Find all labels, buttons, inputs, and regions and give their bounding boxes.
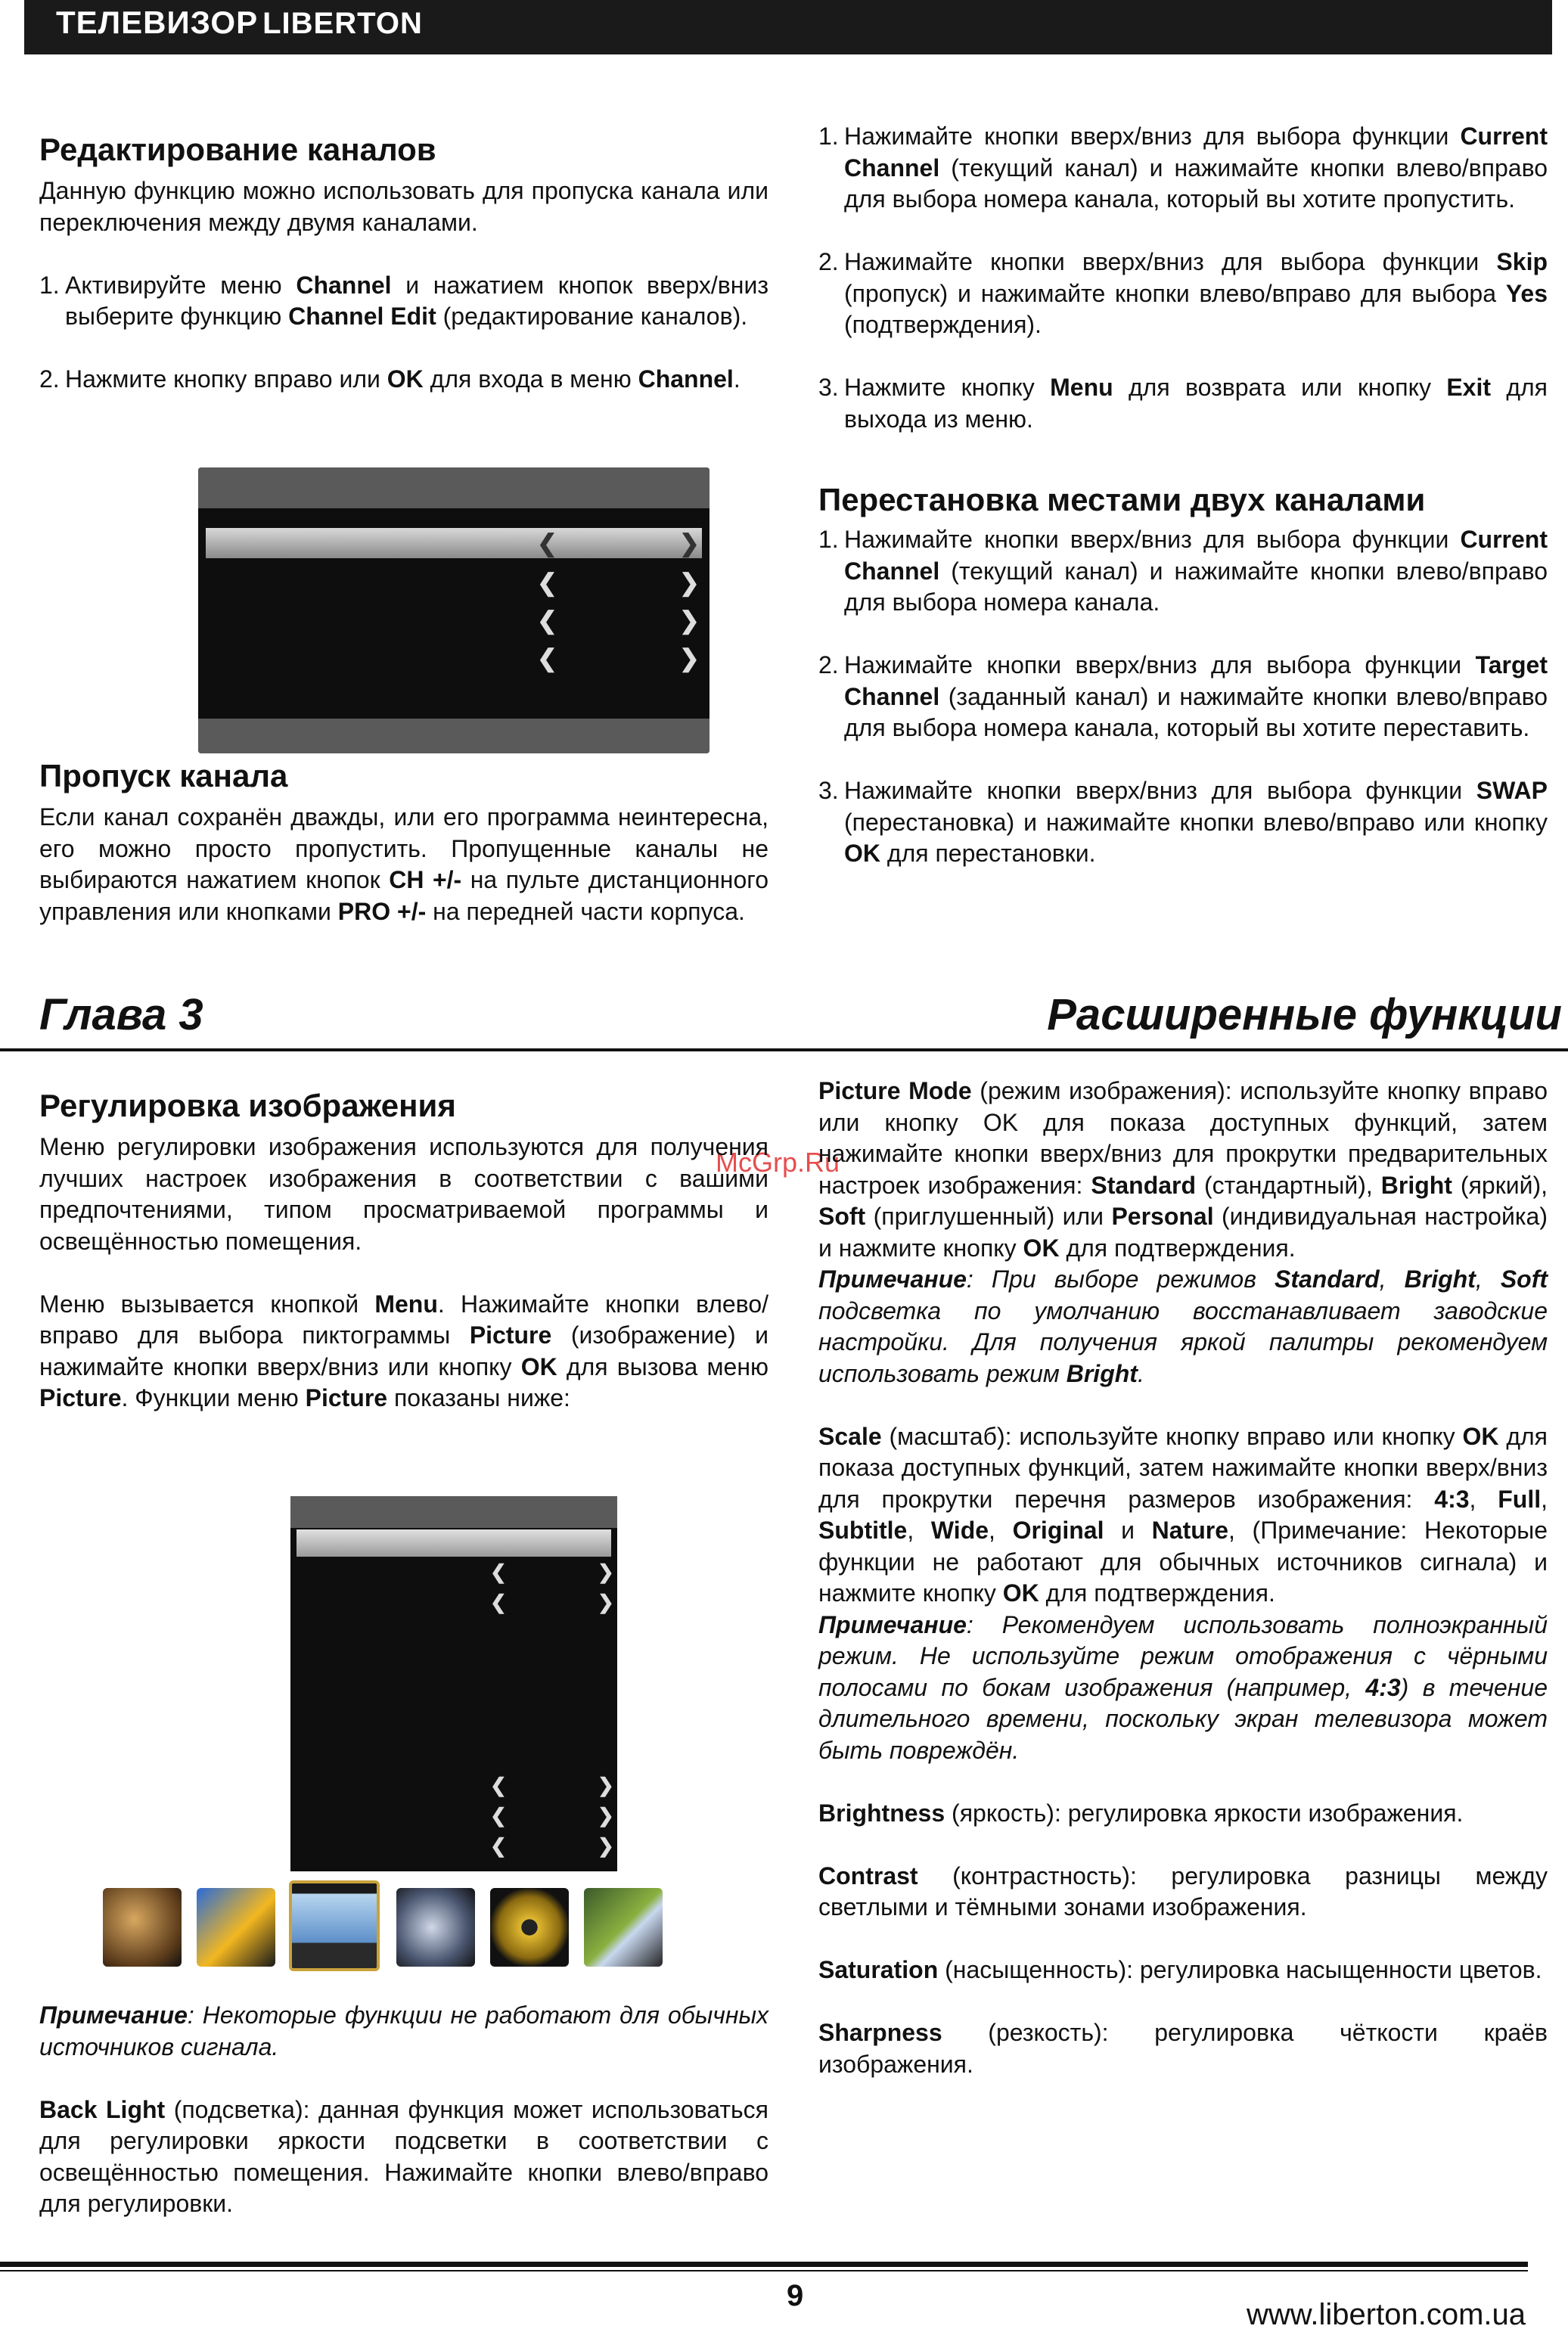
paragraph-sharpness: Sharpness (резкость): регулировка чёткости краёв изображения. (818, 2019, 1548, 2078)
arrow-right-icon: ❯ (679, 607, 700, 634)
arrow-right-icon: ❯ (598, 1591, 614, 1613)
note-picture-mode: Примечание: При выборе режимов Standard, Bright, Soft подсветка по умолчанию восстанавливает заводские настройки. Для получения яркой палитры рекомендуем использовать режим Bright. (818, 1265, 1548, 1387)
paragraph-channel-edit: Данную функцию можно использовать для пропуска канала или переключения между двумя каналами. (39, 177, 768, 236)
right-column-top (818, 121, 1548, 870)
paragraph-picture-mode: Picture Mode (режим изображения): используйте кнопку вправо или кнопку OK для показа доступных функций, затем нажимайте кнопки вверх/вниз для прокрутки предварительных настроек изображения: Standard (стандартный), Bright (яркий), Soft (приглушенный) или Personal (индивидуальная настройка) и нажмите кнопку OK для подтверждения. (818, 1077, 1548, 1262)
menu-title-bar (290, 1496, 617, 1528)
skip-step-3: 3. Нажмите кнопку Menu для возврата или кнопку Exit для выхода из меню. (818, 374, 1548, 433)
paragraph-skip-channel: Если канал сохранён дважды, или его программа неинтересна, его можно просто пропустить. Пропущенные каналы не выбираются нажатием кнопок CH +/- на пульте дистанционного управления или кнопками PRO +/- на передней части корпуса. (39, 803, 769, 925)
left-column-top (39, 130, 768, 396)
main-menu-icons (103, 1880, 678, 1973)
step-2: 2. Нажмите кнопку вправо или OK для входа в меню Channel. (39, 365, 741, 393)
header-bar (24, 0, 1552, 54)
arrow-left-icon: ❮ (537, 644, 557, 672)
left-column-bottom (39, 1086, 768, 1414)
chapter-title: Расширенные функции (1047, 990, 1562, 1039)
arrow-left-icon: ❮ (490, 1804, 507, 1827)
chapter-number: Глава 3 (39, 990, 203, 1039)
brand-title (56, 5, 423, 41)
chapter-divider (0, 1048, 1568, 1051)
paragraph-picture-menu: Меню вызывается кнопкой Menu. Нажимайте кнопки влево/вправо для выбора пиктограммы Picture (изображение) и нажимайте кнопки вверх/вниз или кнопку OK для вызова меню Picture. Функции меню Picture показаны ниже: (39, 1290, 769, 1411)
skip-step-1: 1. Нажимайте кнопки вверх/вниз для выбора функции Current Channel (текущий канал) и нажимайте кнопки влево/вправо для выбора номера канала, который вы хотите пропустить. (818, 123, 1548, 213)
settings-gear-icon (490, 1888, 569, 1967)
brand-tv: ТЕЛЕВИЗОР (56, 5, 259, 40)
heading-swap-channels: Перестановка местами двух каналами (818, 482, 1426, 517)
footer-rule-thin (0, 2270, 1528, 2271)
left-column-notes (39, 2000, 768, 2220)
arrow-left-icon: ❮ (490, 1774, 507, 1796)
paragraph-contrast: Contrast (контрастность): регулировка разницы между светлыми и тёмными зонами изображения. (818, 1862, 1548, 1921)
arrow-left-icon: ❮ (490, 1834, 507, 1857)
arrow-right-icon: ❯ (679, 529, 700, 557)
media-icon (197, 1888, 275, 1967)
channel-edit-menu-screenshot (198, 467, 709, 753)
paragraph-brightness: Brightness (яркость): регулировка яркости изображения. (818, 1799, 1464, 1827)
search-channel-icon (584, 1888, 663, 1967)
swap-step-1: 1. Нажимайте кнопки вверх/вниз для выбора функции Current Channel (текущий канал) и нажимайте кнопки влево/вправо для выбора номера канала. (818, 526, 1548, 616)
paragraph-saturation: Saturation (насыщенность): регулировка насыщенности цветов. (818, 1956, 1542, 1983)
arrow-right-icon: ❯ (598, 1774, 614, 1796)
paragraph-back-light: Back Light (подсветка): данная функция может использоваться для регулировки яркости подсветки в соответствии с освещённостью помещения. Нажимайте кнопки влево/вправо для регулировки. (39, 2095, 768, 2217)
picture-icon (289, 1880, 380, 1971)
menu-highlight-row (297, 1529, 611, 1557)
tools-icon (103, 1888, 182, 1967)
heading-skip-channel: Пропуск канала (39, 758, 288, 793)
page-number: 9 (787, 2279, 804, 2312)
swap-step-3: 3. Нажимайте кнопки вверх/вниз для выбора функции SWAP (перестановка) и нажимайте кнопки влево/вправо или кнопку OK для перестановки. (818, 777, 1548, 867)
heading-picture: Регулировка изображения (39, 1088, 456, 1123)
paragraph-scale: Scale (масштаб): используйте кнопку вправо или кнопку OK для показа доступных функций, затем нажимайте кнопки вверх/вниз для прокрутки перечня размеров изображения: 4:3, Full, Subtitle, Wide, Original и Nature, (Примечание: Некоторые функции не работают для обычных источников сигнала) и нажмите кнопку OK для подтверждения. (818, 1422, 1548, 1607)
picture-menu-screenshot (290, 1496, 617, 1871)
right-column-bottom (818, 1076, 1548, 2080)
arrow-left-icon: ❮ (537, 569, 557, 596)
left-column-skip (39, 756, 768, 927)
watermark: McGrp.Ru (716, 1147, 840, 1178)
arrow-right-icon: ❯ (679, 569, 700, 596)
arrow-left-icon: ❮ (537, 607, 557, 634)
arrow-right-icon: ❯ (679, 644, 700, 672)
arrow-left-icon: ❮ (490, 1560, 507, 1583)
arrow-left-icon: ❮ (537, 529, 557, 557)
heading-channel-edit: Редактирование каналов (39, 132, 436, 167)
website-url: www.liberton.com.ua (1246, 2298, 1526, 2331)
swap-step-2: 2. Нажимайте кнопки вверх/вниз для выбора функции Target Channel (заданный канал) и нажимайте кнопки влево/вправо для выбора номера канала, который вы хотите переставить. (818, 651, 1548, 741)
arrow-right-icon: ❯ (598, 1834, 614, 1857)
paragraph-picture-intro: Меню регулировки изображения используются для получения лучших настроек изображения в соответствии с вашими предпочтениями, типом просматриваемой программы и освещённостью помещения. (39, 1133, 768, 1255)
step-1: 1. Активируйте меню Channel и нажатием кнопок вверх/вниз выберите функцию Channel Edit (редактирование каналов). (39, 271, 768, 330)
arrow-right-icon: ❯ (598, 1560, 614, 1583)
sound-icon (396, 1888, 475, 1967)
arrow-right-icon: ❯ (598, 1804, 614, 1827)
brand-name: LIBERTON (262, 7, 423, 40)
arrow-left-icon: ❮ (490, 1591, 507, 1613)
footer-rule-thick (0, 2262, 1528, 2267)
skip-step-2: 2. Нажимайте кнопки вверх/вниз для выбора функции Skip (пропуск) и нажимайте кнопки влево/вправо для выбора Yes (подтверждения). (818, 248, 1548, 338)
note-scale: Примечание: Рекомендуем использовать полноэкранный режим. Не используйте режим отображения с чёрными полосами по бокам изображения (например, 4:3) в течение длительного времени, поскольку экран телевизора может быть повреждён. (818, 1610, 1548, 1764)
menu-footer-bar (198, 719, 709, 753)
menu-title-bar (198, 467, 709, 508)
menu-highlight-row (206, 528, 702, 558)
note-picture: Примечание: Некоторые функции не работают для обычных источников сигнала. (39, 2001, 768, 2060)
